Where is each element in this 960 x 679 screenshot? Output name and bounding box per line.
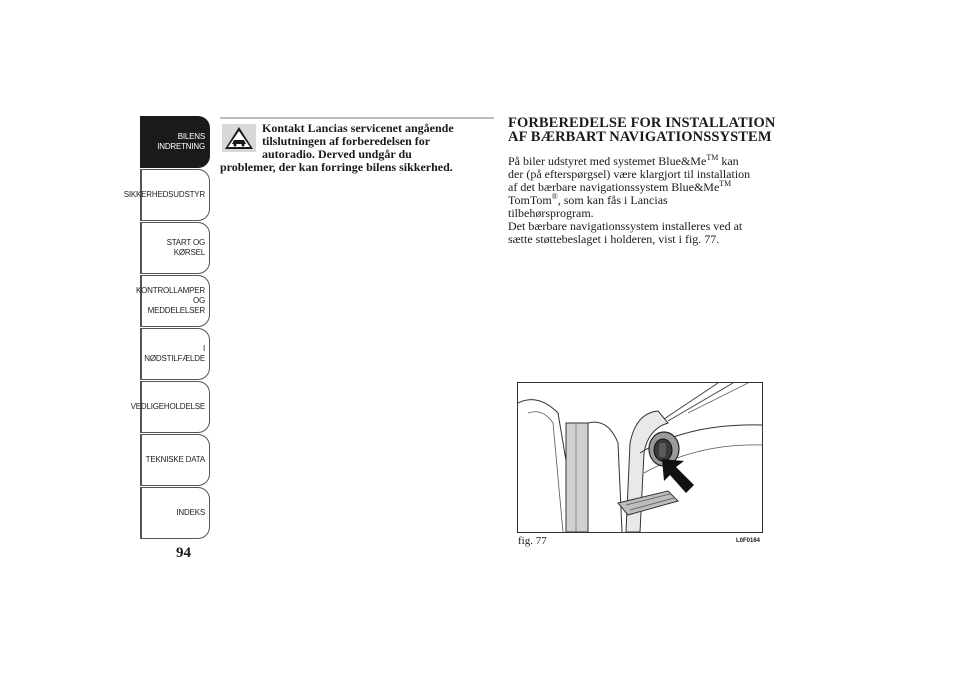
text-span: TomTom: [508, 193, 552, 207]
tab-label: BILENS: [177, 132, 205, 141]
paragraph-2: [508, 220, 790, 246]
text-span: sætte støttebeslaget i holderen, vist i fig. 77.: [508, 232, 720, 246]
registered-sup: ®: [551, 192, 558, 201]
page-number: 94: [176, 545, 191, 561]
text-span: Det bærbare navigationssystem installeres ved at: [508, 219, 743, 233]
tab-sikkerhedsudstyr[interactable]: [123, 169, 210, 221]
figure-77-illustration: [517, 382, 763, 533]
tab-i-nodstilfaelde[interactable]: [140, 328, 210, 380]
section-heading: [508, 116, 788, 144]
text-span: På biler udstyret med systemet Blue&Me: [508, 154, 707, 168]
text-span: af det bærbare navigationssystem Blue&Me: [508, 180, 720, 194]
dashboard-drawing: [518, 383, 762, 532]
tab-label: OG MEDDELELSER: [147, 296, 205, 315]
text-span: tilbehørsprogram.: [508, 206, 594, 220]
tab-bilens-indretning[interactable]: [140, 116, 210, 168]
text-span: , som kan fås i Lancias: [557, 193, 668, 207]
tab-kontrollamper[interactable]: [136, 275, 210, 327]
tab-tekniske-data[interactable]: [140, 434, 210, 486]
warning-line: tilslutningen af forberedelsen for: [262, 134, 431, 148]
heading-line: FORBEREDELSE FOR INSTALLATION: [508, 115, 776, 131]
text-span: kan: [718, 154, 739, 168]
tab-indeks[interactable]: [140, 487, 210, 539]
tab-label: START OG KØRSEL: [166, 238, 205, 257]
trademark-sup: TM: [719, 179, 732, 188]
text-span: der (på efterspørgsel) være klargjort til installation: [508, 167, 751, 181]
tab-start-og-korsel[interactable]: [140, 222, 210, 274]
warning-line: autoradio. Derved undgår du: [262, 147, 412, 161]
tab-label: I NØDSTILFÆLDE: [144, 344, 205, 363]
warning-rule: [220, 117, 494, 119]
tab-label: INDRETNING: [157, 142, 205, 151]
figure-caption: fig. 77: [518, 535, 547, 547]
figure-code: L0F0164: [736, 538, 761, 544]
warning-line: problemer, der kan forringe bilens sikkerhed.: [220, 160, 453, 174]
paragraph-1: [508, 155, 790, 220]
tab-vedligeholdelse[interactable]: [130, 381, 210, 433]
tab-label: SIKKERHEDSUDSTYR: [123, 190, 205, 199]
tab-label: TEKNISKE DATA: [145, 455, 205, 464]
tab-label: INDEKS: [176, 508, 205, 517]
warning-line: Kontakt Lancias servicenet angående: [262, 121, 454, 135]
trademark-sup: TM: [706, 153, 719, 162]
tab-label: KONTROLLAMPER: [136, 286, 205, 295]
heading-line: AF BÆRBART NAVIGATIONSSYSTEM: [508, 129, 772, 145]
warning-text: [220, 122, 496, 174]
tab-label: VEDLIGEHOLDELSE: [130, 402, 205, 411]
